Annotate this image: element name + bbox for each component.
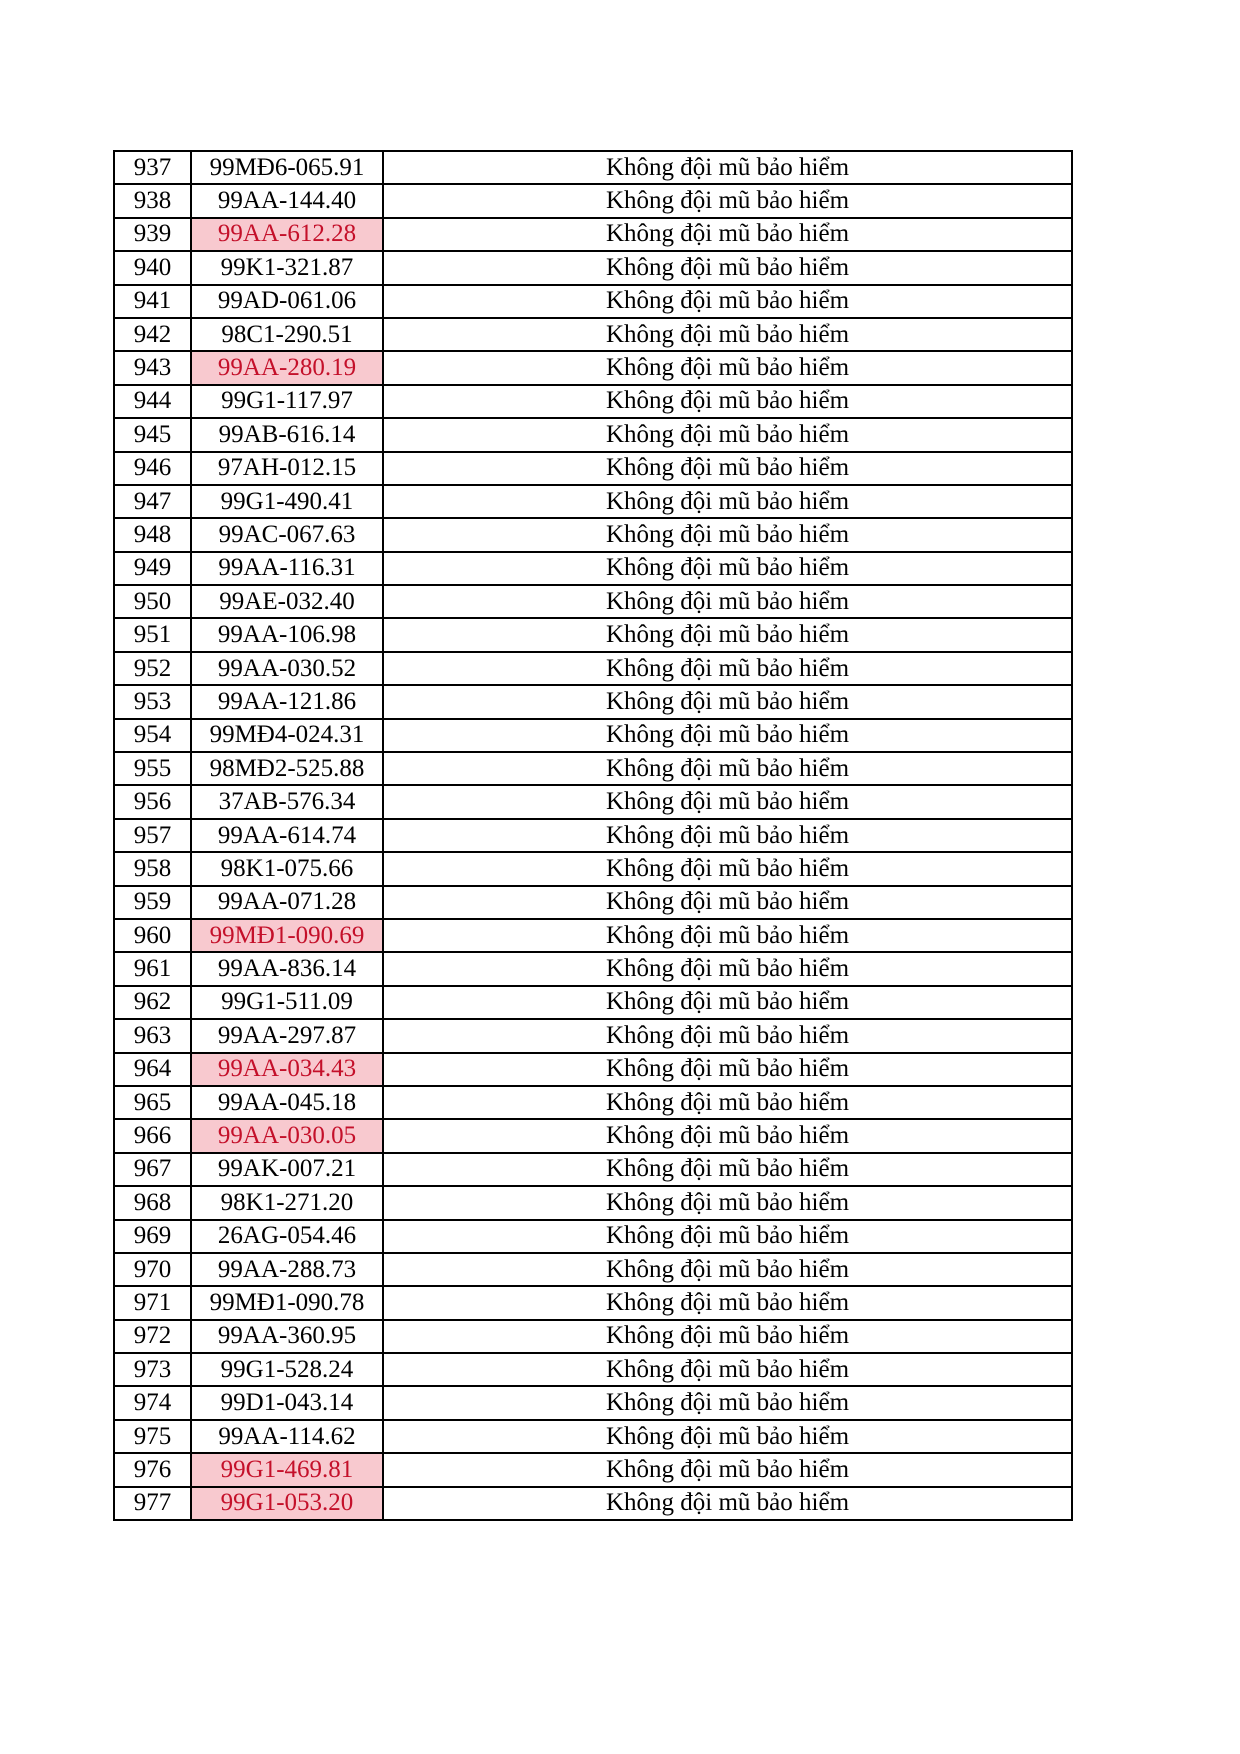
- table-row: [114, 1420, 1072, 1453]
- table-row: [114, 285, 1072, 318]
- violation-cell: Không đội mũ bảo hiểm: [383, 452, 1072, 485]
- license-plate-cell: 99AA-614.74: [191, 819, 383, 852]
- row-number-cell: 958: [114, 852, 191, 885]
- license-plate-cell: 99AA-106.98: [191, 618, 383, 651]
- license-plate-cell: 99G1-511.09: [191, 986, 383, 1019]
- row-number-cell: 948: [114, 518, 191, 551]
- table-row: [114, 1453, 1072, 1486]
- license-plate-cell-highlighted: 99AA-612.28: [191, 218, 383, 251]
- license-plate-cell: 99G1-528.24: [191, 1353, 383, 1386]
- row-number-cell: 953: [114, 685, 191, 718]
- violation-cell: Không đội mũ bảo hiểm: [383, 752, 1072, 785]
- row-number-cell: 965: [114, 1086, 191, 1119]
- violation-cell: Không đội mũ bảo hiểm: [383, 1253, 1072, 1286]
- license-plate-cell: 97AH-012.15: [191, 452, 383, 485]
- violation-cell: Không đội mũ bảo hiểm: [383, 1153, 1072, 1186]
- row-number-cell: 950: [114, 585, 191, 618]
- table-row: [114, 1286, 1072, 1319]
- table-row: [114, 952, 1072, 985]
- row-number-cell: 962: [114, 986, 191, 1019]
- table-row: [114, 1119, 1072, 1152]
- table-row: [114, 1153, 1072, 1186]
- table-row: [114, 585, 1072, 618]
- table-row: [114, 1053, 1072, 1086]
- license-plate-cell-highlighted: 99MĐ1-090.69: [191, 919, 383, 952]
- table-row: [114, 485, 1072, 518]
- license-plate-cell: 99AA-071.28: [191, 886, 383, 919]
- license-plate-cell: 99G1-117.97: [191, 385, 383, 418]
- row-number-cell: 966: [114, 1119, 191, 1152]
- violation-cell: Không đội mũ bảo hiểm: [383, 218, 1072, 251]
- row-number-cell: 976: [114, 1453, 191, 1486]
- row-number-cell: 973: [114, 1353, 191, 1386]
- table-row: [114, 1220, 1072, 1253]
- violation-cell: Không đội mũ bảo hiểm: [383, 1353, 1072, 1386]
- license-plate-cell: 26AG-054.46: [191, 1220, 383, 1253]
- license-plate-cell: 99AA-144.40: [191, 184, 383, 217]
- license-plate-cell: 98MĐ2-525.88: [191, 752, 383, 785]
- row-number-cell: 964: [114, 1053, 191, 1086]
- license-plate-cell: 37AB-576.34: [191, 785, 383, 818]
- violation-cell: Không đội mũ bảo hiểm: [383, 1019, 1072, 1052]
- violation-cell: Không đội mũ bảo hiểm: [383, 518, 1072, 551]
- violation-cell: Không đội mũ bảo hiểm: [383, 819, 1072, 852]
- license-plate-cell-highlighted: 99AA-030.05: [191, 1119, 383, 1152]
- license-plate-cell: 99AA-116.31: [191, 552, 383, 585]
- row-number-cell: 938: [114, 184, 191, 217]
- row-number-cell: 942: [114, 318, 191, 351]
- license-plate-cell: 99MĐ4-024.31: [191, 719, 383, 752]
- document-sheet: [113, 150, 1071, 1521]
- table-row: [114, 518, 1072, 551]
- table-row: [114, 251, 1072, 284]
- license-plate-cell: 99AD-061.06: [191, 285, 383, 318]
- license-plate-cell: 99AC-067.63: [191, 518, 383, 551]
- violation-cell: Không đội mũ bảo hiểm: [383, 618, 1072, 651]
- violation-cell: Không đội mũ bảo hiểm: [383, 1220, 1072, 1253]
- row-number-cell: 975: [114, 1420, 191, 1453]
- row-number-cell: 974: [114, 1386, 191, 1419]
- violation-cell: Không đội mũ bảo hiểm: [383, 1386, 1072, 1419]
- table-row: [114, 1186, 1072, 1219]
- violation-cell: Không đội mũ bảo hiểm: [383, 351, 1072, 384]
- license-plate-cell: 99AA-836.14: [191, 952, 383, 985]
- violation-cell: Không đội mũ bảo hiểm: [383, 1186, 1072, 1219]
- table-row: [114, 819, 1072, 852]
- license-plate-cell: 98K1-075.66: [191, 852, 383, 885]
- license-plate-cell: 99AB-616.14: [191, 418, 383, 451]
- table-row: [114, 785, 1072, 818]
- violation-cell: Không đội mũ bảo hiểm: [383, 919, 1072, 952]
- violation-cell: Không đội mũ bảo hiểm: [383, 151, 1072, 184]
- table-row: [114, 351, 1072, 384]
- violation-cell: Không đội mũ bảo hiểm: [383, 385, 1072, 418]
- violation-cell: Không đội mũ bảo hiểm: [383, 318, 1072, 351]
- table-row: [114, 618, 1072, 651]
- license-plate-cell: 98C1-290.51: [191, 318, 383, 351]
- license-plate-cell: 99MĐ1-090.78: [191, 1286, 383, 1319]
- license-plate-cell-highlighted: 99G1-469.81: [191, 1453, 383, 1486]
- row-number-cell: 957: [114, 819, 191, 852]
- table-row: [114, 986, 1072, 1019]
- row-number-cell: 945: [114, 418, 191, 451]
- violation-cell: Không đội mũ bảo hiểm: [383, 1420, 1072, 1453]
- table-row: [114, 1253, 1072, 1286]
- violation-cell: Không đội mũ bảo hiểm: [383, 1119, 1072, 1152]
- violation-cell: Không đội mũ bảo hiểm: [383, 418, 1072, 451]
- row-number-cell: 949: [114, 552, 191, 585]
- table-row: [114, 1086, 1072, 1119]
- row-number-cell: 967: [114, 1153, 191, 1186]
- table-row: [114, 919, 1072, 952]
- violation-cell: Không đội mũ bảo hiểm: [383, 585, 1072, 618]
- row-number-cell: 944: [114, 385, 191, 418]
- row-number-cell: 959: [114, 886, 191, 919]
- violation-cell: Không đội mũ bảo hiểm: [383, 652, 1072, 685]
- table-row: [114, 752, 1072, 785]
- violation-cell: Không đội mũ bảo hiểm: [383, 852, 1072, 885]
- row-number-cell: 939: [114, 218, 191, 251]
- row-number-cell: 961: [114, 952, 191, 985]
- violation-cell: Không đội mũ bảo hiểm: [383, 485, 1072, 518]
- violation-cell: Không đội mũ bảo hiểm: [383, 1320, 1072, 1353]
- table-row: [114, 218, 1072, 251]
- table-row: [114, 1019, 1072, 1052]
- license-plate-cell: 99D1-043.14: [191, 1386, 383, 1419]
- license-plate-cell: 99AA-114.62: [191, 1420, 383, 1453]
- violation-cell: Không đội mũ bảo hiểm: [383, 1453, 1072, 1486]
- row-number-cell: 954: [114, 719, 191, 752]
- table-row: [114, 652, 1072, 685]
- license-plate-cell: 99AA-288.73: [191, 1253, 383, 1286]
- license-plate-cell: 99AA-121.86: [191, 685, 383, 718]
- row-number-cell: 968: [114, 1186, 191, 1219]
- violation-cell: Không đội mũ bảo hiểm: [383, 1286, 1072, 1319]
- license-plate-cell: 99K1-321.87: [191, 251, 383, 284]
- row-number-cell: 947: [114, 485, 191, 518]
- violation-cell: Không đội mũ bảo hiểm: [383, 986, 1072, 1019]
- license-plate-cell: 99MĐ6-065.91: [191, 151, 383, 184]
- row-number-cell: 956: [114, 785, 191, 818]
- row-number-cell: 941: [114, 285, 191, 318]
- license-plate-cell: 99AA-360.95: [191, 1320, 383, 1353]
- table-row: [114, 552, 1072, 585]
- violation-cell: Không đội mũ bảo hiểm: [383, 184, 1072, 217]
- table-row: [114, 1487, 1072, 1520]
- row-number-cell: 937: [114, 151, 191, 184]
- row-number-cell: 971: [114, 1286, 191, 1319]
- violation-cell: Không đội mũ bảo hiểm: [383, 886, 1072, 919]
- license-plate-cell-highlighted: 99G1-053.20: [191, 1487, 383, 1520]
- violation-cell: Không đội mũ bảo hiểm: [383, 552, 1072, 585]
- license-plate-cell: 99AA-030.52: [191, 652, 383, 685]
- violation-cell: Không đội mũ bảo hiểm: [383, 785, 1072, 818]
- row-number-cell: 963: [114, 1019, 191, 1052]
- table-row: [114, 452, 1072, 485]
- license-plate-cell: 98K1-271.20: [191, 1186, 383, 1219]
- row-number-cell: 960: [114, 919, 191, 952]
- row-number-cell: 955: [114, 752, 191, 785]
- violation-cell: Không đội mũ bảo hiểm: [383, 1086, 1072, 1119]
- table-body: [114, 151, 1072, 1520]
- table-row: [114, 1386, 1072, 1419]
- license-plate-cell: 99G1-490.41: [191, 485, 383, 518]
- row-number-cell: 969: [114, 1220, 191, 1253]
- license-plate-cell-highlighted: 99AA-034.43: [191, 1053, 383, 1086]
- table-row: [114, 418, 1072, 451]
- table-row: [114, 852, 1072, 885]
- license-plate-cell: 99AA-297.87: [191, 1019, 383, 1052]
- violation-cell: Không đội mũ bảo hiểm: [383, 251, 1072, 284]
- violation-cell: Không đội mũ bảo hiểm: [383, 1053, 1072, 1086]
- row-number-cell: 977: [114, 1487, 191, 1520]
- violation-cell: Không đội mũ bảo hiểm: [383, 685, 1072, 718]
- violation-cell: Không đội mũ bảo hiểm: [383, 1487, 1072, 1520]
- row-number-cell: 952: [114, 652, 191, 685]
- license-plate-cell: 99AE-032.40: [191, 585, 383, 618]
- violation-cell: Không đội mũ bảo hiểm: [383, 719, 1072, 752]
- violations-table: [113, 150, 1073, 1521]
- table-row: [114, 151, 1072, 184]
- table-row: [114, 318, 1072, 351]
- license-plate-cell: 99AK-007.21: [191, 1153, 383, 1186]
- row-number-cell: 940: [114, 251, 191, 284]
- table-row: [114, 184, 1072, 217]
- table-row: [114, 719, 1072, 752]
- row-number-cell: 946: [114, 452, 191, 485]
- violation-cell: Không đội mũ bảo hiểm: [383, 285, 1072, 318]
- table-row: [114, 1353, 1072, 1386]
- table-row: [114, 886, 1072, 919]
- row-number-cell: 951: [114, 618, 191, 651]
- row-number-cell: 972: [114, 1320, 191, 1353]
- table-row: [114, 685, 1072, 718]
- license-plate-cell: 99AA-045.18: [191, 1086, 383, 1119]
- row-number-cell: 943: [114, 351, 191, 384]
- row-number-cell: 970: [114, 1253, 191, 1286]
- license-plate-cell-highlighted: 99AA-280.19: [191, 351, 383, 384]
- table-row: [114, 385, 1072, 418]
- table-row: [114, 1320, 1072, 1353]
- violation-cell: Không đội mũ bảo hiểm: [383, 952, 1072, 985]
